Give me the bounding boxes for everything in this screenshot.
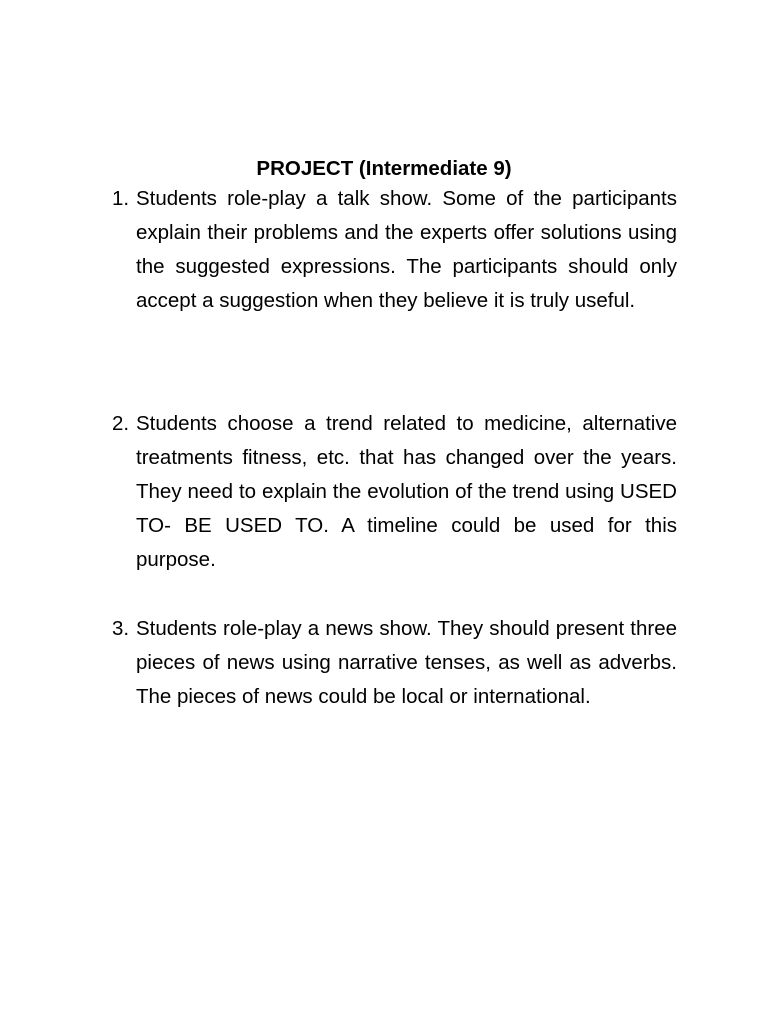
task-description: Students choose a trend related to medicine, alternative treatments fitness, etc. that has changed over the years. They need to explain the evolution of the trend using USED TO- BE USED TO. A timeline could be used for this purpose. <box>136 412 677 571</box>
project-task-item <box>112 612 677 714</box>
task-description: Students role-play a news show. They should present three pieces of news using narrative tenses, as well as adverbs. The pieces of news could be local or international. <box>136 617 677 708</box>
project-task-item <box>112 407 677 577</box>
task-number: 2. <box>112 412 130 435</box>
task-number: 1. <box>112 187 130 210</box>
task-description: Students role-play a talk show. Some of the participants explain their problems and the experts offer solutions using the suggested expressions. The participants should only accept a suggestion when they believe it is truly useful. <box>136 187 677 312</box>
project-task-item <box>112 182 677 318</box>
task-number: 3. <box>112 617 130 640</box>
document-title: PROJECT (Intermediate 9) <box>256 156 512 180</box>
